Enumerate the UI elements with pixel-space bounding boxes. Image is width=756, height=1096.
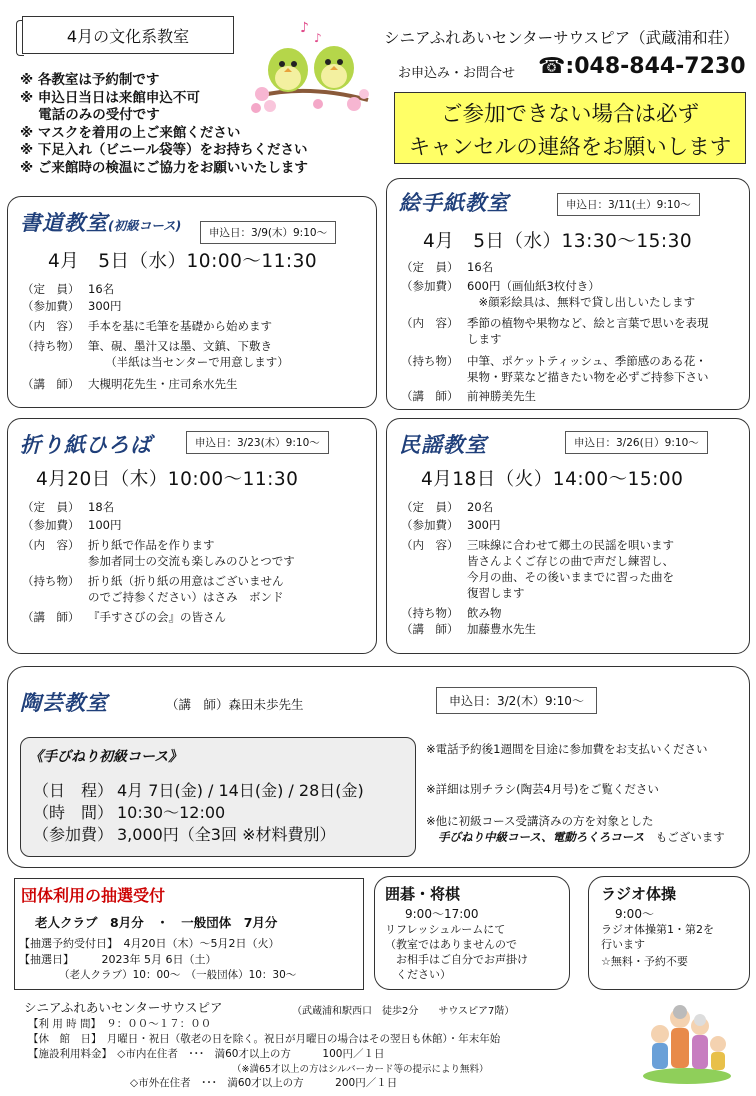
seniors-illustration-icon: [642, 1000, 732, 1084]
etegami-date: 4月 5日（水）13:30～15:30: [423, 231, 693, 252]
origami-deadline: 申込日：3/23(木）9:10～: [186, 431, 329, 454]
tougei-class-card: [7, 666, 750, 868]
origami-info-row: （講 師） 『手すさびの会』の皆さん: [22, 610, 226, 624]
shodo-course: (初級コース): [108, 218, 182, 233]
footer-fee-nonresident: ◇市外在住者 ･･･ 満60才以上の方 200円／１日: [130, 1077, 398, 1089]
etegami-deadline: 申込日：3/11(土）9:10～: [557, 193, 700, 216]
shodo-class-card: [7, 196, 377, 408]
minyo-date: 4月18日（火）14:00～15:00: [421, 469, 684, 490]
etegami-class-card: [386, 178, 750, 410]
group-lottery-date: 【抽選日】 2023年 5月 6日（土）: [19, 953, 217, 966]
tougei-time: （時 間） 10:30～12:00: [33, 803, 226, 822]
radio-exercise-card: [588, 876, 750, 990]
shodo-info-row: （内 容） 手本を基に毛筆を基礎から始めます: [22, 319, 272, 333]
igo-shogi-card: [374, 876, 570, 990]
minyo-info-row: （定 員） 20名: [401, 500, 494, 514]
tougei-teacher: （講 師）森田未歩先生: [166, 697, 304, 712]
etegami-info-row: （持ち物） 中筆、ポケットティッシュ、季節感のある花・: [401, 354, 707, 368]
shodo-title: 書道教室: [20, 211, 108, 235]
tougei-title: 陶芸教室: [20, 691, 108, 715]
radio-line: 行います: [601, 938, 645, 951]
notice-item: ※ ご来館時の検温にご協力をお願いいたします: [20, 159, 308, 176]
tougei-note: ※他に初級コース受講済みの方を対象とした: [426, 814, 654, 828]
shodo-info-row: （半紙は当センターで用意します）: [88, 355, 289, 369]
radio-title: ラジオ体操: [601, 885, 677, 903]
footer-access: （武蔵浦和駅西口 徒歩2分 サウスピア7階）: [292, 1006, 515, 1017]
radio-line: ラジオ体操第1・第2を: [601, 923, 714, 936]
etegami-info-row: （講 師） 前神勝美先生: [401, 389, 536, 403]
origami-info-row: （定 員） 18名: [22, 500, 115, 514]
radio-time: 9:00～: [615, 907, 654, 921]
cancel-notice: [394, 92, 746, 164]
notice-item: ※ 申込日当日は来館申込不可: [20, 89, 200, 106]
cancel-notice-line2: キャンセルの連絡をお願いします: [408, 135, 732, 160]
cancel-notice-line1: ご参加できない場合は必ず: [440, 102, 699, 127]
tougei-note: ※詳細は別チラシ(陶芸4月号)をご覧ください: [426, 782, 659, 796]
footer-hours: 【利 用 時 間】 ９：００～１７：００: [28, 1018, 212, 1030]
minyo-info-row: 今月の曲、その後いままでに習った曲を: [467, 570, 674, 584]
notice-item: 電話のみの受付です: [20, 107, 160, 123]
tougei-course-panel: [20, 737, 416, 857]
shodo-info-row: （持ち物） 筆、硯、墨汁又は墨、文鎮、下敷き: [22, 339, 272, 353]
etegami-info-row: 果物・野菜など描きたい物を必ずご持参下さい: [467, 370, 709, 384]
origami-info-row: （参加費） 100円: [22, 518, 122, 532]
notice-list: [20, 72, 308, 177]
group-lottery-panel: [14, 878, 364, 990]
contact-label: お申込み・お問合せ: [398, 66, 516, 81]
minyo-deadline: 申込日：3/26(日）9:10～: [565, 431, 708, 454]
center-name: シニアふれあいセンターサウスピア（武蔵浦和荘）: [384, 29, 739, 47]
minyo-info-row: （参加費） 300円: [401, 518, 501, 532]
etegami-info-row: （定 員） 16名: [401, 260, 494, 274]
etegami-info-row: します: [467, 332, 502, 346]
origami-title: 折り紙ひろば: [20, 433, 152, 457]
minyo-info-row: （持ち物） 飲み物: [401, 606, 502, 620]
etegami-title: 絵手紙教室: [399, 191, 509, 215]
footer-fee-note: （※満65才以上の方はシルバーカード等の提示により無料）: [232, 1064, 489, 1075]
svg-text:♪: ♪: [300, 20, 309, 36]
origami-info-row: （持ち物） 折り紙（折り紙の用意はございません: [22, 574, 284, 588]
minyo-info-row: （内 容） 三味線に合わせて郷土の民謡を唄います: [401, 538, 674, 552]
month-title: 4月の文化系教室: [66, 26, 190, 46]
footer-center-name: シニアふれあいセンターサウスピア: [24, 1000, 223, 1015]
minyo-title: 民謡教室: [399, 433, 487, 457]
etegami-info-row: （内 容） 季節の植物や果物など、絵と言葉で思いを表現: [401, 316, 709, 330]
footer-fee-resident: 【施設利用料金】 ◇市内在住者 ･･･ 満60才以上の方 100円／１日: [28, 1048, 385, 1060]
igo-line: お相手はご自分でお声掛け: [385, 953, 528, 966]
notice-item: ※ マスクを着用の上ご来館ください: [20, 124, 241, 141]
notice-item: ※ 下足入れ（ビニール袋等）をお持ちください: [20, 142, 308, 158]
tougei-schedule: （日 程） 4月 7日(金) / 14日(金) / 28日(金): [33, 781, 364, 800]
origami-info-row: 参加者同士の交流も楽しみのひとつです: [88, 554, 295, 568]
group-lottery-time: （老人クラブ）10：00～ （一般団体）10：30～: [59, 969, 297, 981]
origami-date: 4月20日（木）10:00～11:30: [36, 469, 299, 490]
origami-info-row: のでご持参ください）はさみ ボンド: [88, 590, 284, 604]
etegami-info-row: （参加費） 600円（画仙紙3枚付き）: [401, 279, 600, 293]
footer-closed-days: 【休 館 日】 月曜日・祝日（敬老の日を除く。祝日が月曜日の場合はその翌日も休館）・年末年始: [28, 1033, 501, 1045]
minyo-info-row: 復習します: [467, 586, 525, 600]
igo-time: 9:00～17:00: [405, 907, 479, 921]
radio-line: ☆無料・予約不要: [601, 955, 688, 968]
notice-item: ※ 各教室は予約制です: [20, 72, 160, 88]
igo-line: リフレッシュルームにて: [385, 923, 506, 936]
tougei-deadline: 申込日：3/2(木）9:10～: [436, 687, 597, 714]
group-lottery-target: 老人クラブ 8月分 ・ 一般団体 7月分: [35, 915, 278, 930]
phone-number[interactable]: ☎:048-844-7230: [538, 54, 746, 79]
tougei-note: 手びねり中級コース、電動ろくろコース もございます: [438, 830, 725, 844]
tougei-note: ※電話予約後1週間を目途に参加費をお支払いください: [426, 742, 708, 756]
minyo-info-row: （講 師） 加藤豊水先生: [401, 622, 536, 636]
svg-text:♪: ♪: [314, 31, 322, 45]
shodo-info-row: （定 員） 16名: [22, 282, 115, 296]
tougei-course-title: 《手びねり初級コース》: [29, 749, 183, 765]
origami-info-row: （内 容） 折り紙で作品を作ります: [22, 538, 215, 552]
igo-line: （教室ではありませんので: [385, 938, 517, 951]
origami-class-card: [7, 418, 377, 654]
minyo-class-card: [386, 418, 750, 654]
tougei-fee: （参加費） 3,000円（全3回 ※材料費別）: [33, 825, 336, 844]
month-title-banner: [16, 14, 234, 58]
igo-line: ください）: [385, 968, 451, 981]
shodo-deadline: 申込日：3/9(木）9:10～: [200, 221, 336, 244]
shodo-date: 4月 5日（水）10:00～11:30: [48, 251, 318, 272]
igo-title: 囲碁・将棋: [385, 885, 461, 903]
group-lottery-title: 団体利用の抽選受付: [21, 886, 166, 905]
minyo-info-row: 皆さんよくご存じの曲で声だし練習し、: [467, 554, 674, 568]
shodo-info-row: （参加費） 300円: [22, 299, 122, 313]
shodo-info-row: （講 師） 大槻明花先生・庄司糸水先生: [22, 377, 238, 391]
etegami-info-row: ※顔彩絵具は、無料で貸し出しいたします: [467, 295, 696, 309]
group-lottery-period: 【抽選予約受付日】 4月20日（木）～5月2日（火）: [19, 937, 280, 950]
